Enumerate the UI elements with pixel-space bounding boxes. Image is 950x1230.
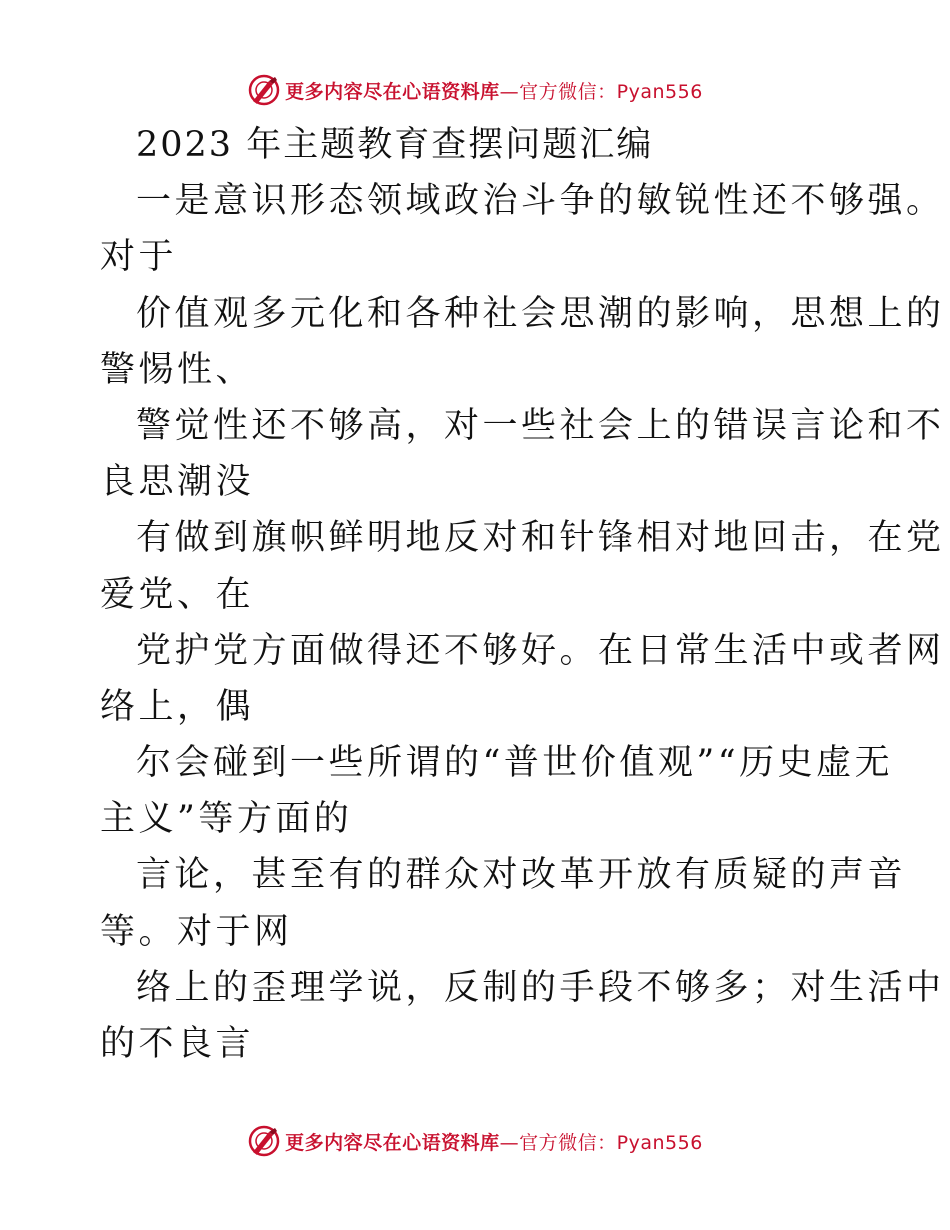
footer-watermark [0,1121,950,1161]
footer-watermark-main: 更多内容尽在心语资料库 [285,1131,500,1154]
text-line: 警觉性还不够高，对一些社会上的错误言论和不 [136,405,945,446]
header-watermark-main: 更多内容尽在心语资料库 [285,80,500,103]
text-line: 对于 [100,237,178,278]
text-line: 言论，甚至有的群众对改革开放有质疑的声音 [136,855,907,896]
text-line: 警惕性、 [100,349,255,390]
text-line: 主义”等方面的 [100,799,353,840]
pen-logo-icon [247,73,281,107]
text-line: 爱党、在 [100,574,255,615]
header-watermark [0,70,950,110]
pen-logo-icon [247,1124,281,1158]
document-title: 2023 年主题教育查摆问题汇编 [136,125,654,165]
text-line: 尔会碰到一些所谓的“普世价值观”“历史虚无 [136,743,894,784]
header-watermark-contact: —官方微信：Pyan556 [499,80,703,103]
text-line: 络上，偶 [100,686,255,727]
text-line: 价值观多元化和各种社会思潮的影响，思想上的 [136,293,945,334]
header-watermark-text [285,77,703,104]
text-line: 等。对于网 [100,911,293,952]
text-line: 良思潮没 [100,462,255,503]
text-line: 的不良言 [100,1024,255,1064]
text-line: 有做到旗帜鲜明地反对和针锋相对地回击，在党 [136,518,945,559]
footer-watermark-contact: —官方微信：Pyan556 [499,1131,703,1154]
document-body [100,117,945,1072]
text-line: 一是意识形态领域政治斗争的敏锐性还不够强。 [136,181,945,222]
text-line: 党护党方面做得还不够好。在日常生活中或者网 [136,630,945,671]
footer-watermark-text [285,1128,703,1155]
text-line: 络上的歪理学说，反制的手段不够多；对生活中 [136,967,945,1008]
